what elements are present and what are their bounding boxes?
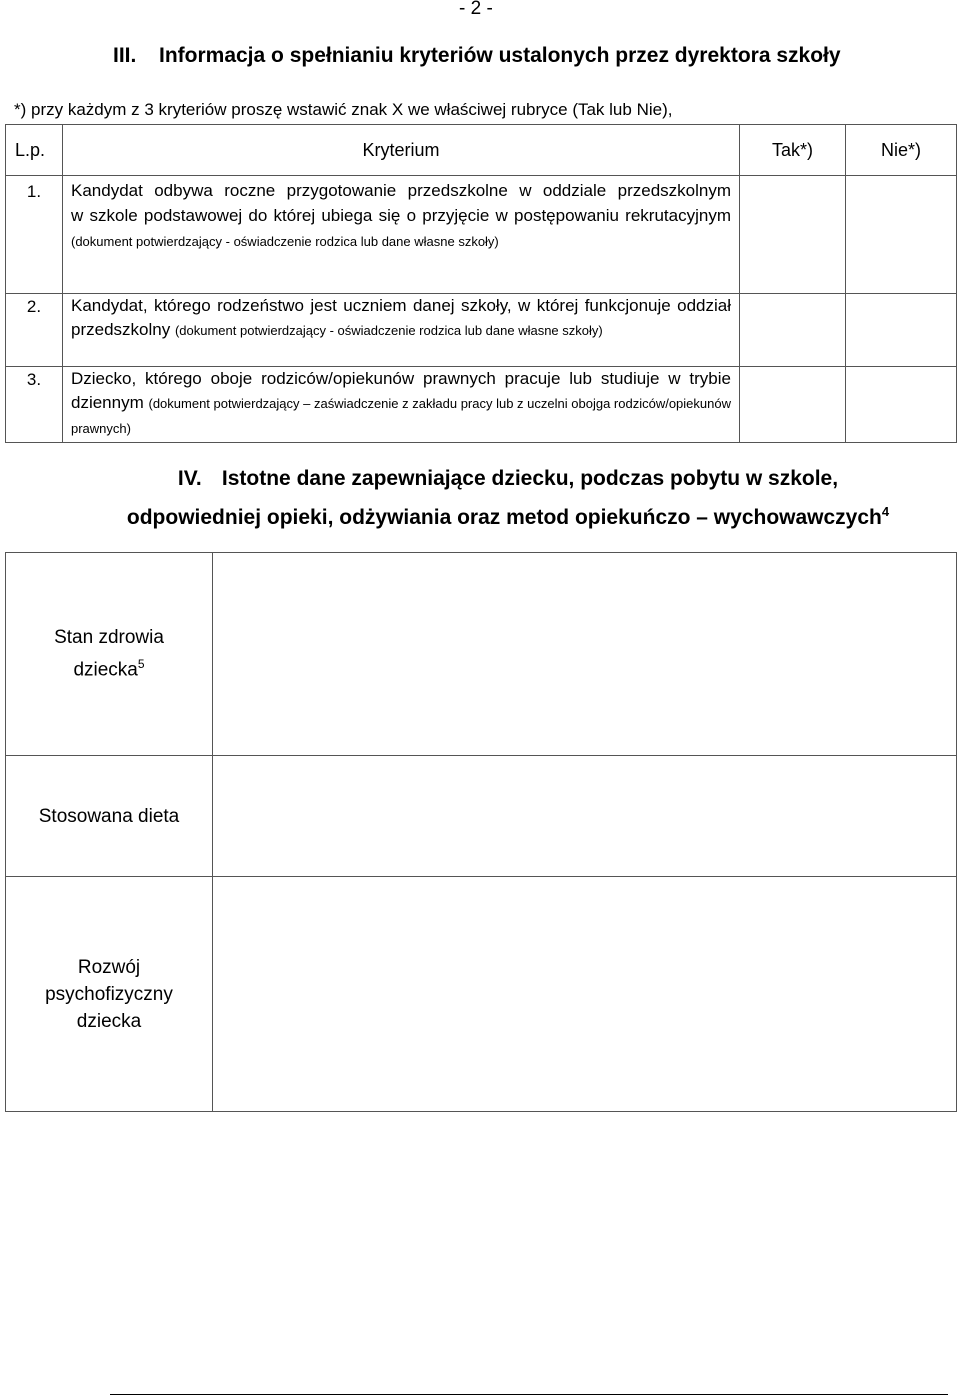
header-lp: L.p. <box>6 125 63 176</box>
instruction-text: *) przy każdym z 3 kryteriów proszę wstawić znak X we właściwej rubryce (Tak lub Nie), <box>14 100 673 119</box>
table-row <box>6 553 957 756</box>
header-yes: Tak*) <box>740 125 846 176</box>
footnote-ref: 5 <box>137 657 145 672</box>
health-status-label: Stan zdrowia dziecka$^5$ <box>6 553 213 756</box>
section-title: Informacja o spełnianiu kryteriów ustalonych przez dyrektora szkoły <box>159 44 841 67</box>
development-field[interactable] <box>213 877 957 1112</box>
table-row <box>6 877 957 1112</box>
section-iv-heading <box>0 462 960 534</box>
table-row <box>6 756 957 877</box>
section-title-line1: Istotne dane zapewniające dziecku, podczas pobytu w szkole, <box>221 467 839 490</box>
table-row <box>6 367 957 443</box>
criterion-cell <box>63 176 883 294</box>
criterion-cell <box>63 367 740 443</box>
footnote-separator <box>110 1394 948 1395</box>
section-iii-heading <box>113 44 841 68</box>
criterion-note: (dokument potwierdzający – zaświadczenie z zakładu pracy lub z uczelni obojga rodziców/opiekunów prawnych) <box>71 396 731 436</box>
header-no: Nie*) <box>846 125 957 176</box>
health-info-table <box>5 552 957 1112</box>
yes-checkbox-cell[interactable] <box>740 294 846 367</box>
criterion-cell <box>63 294 740 367</box>
row-number: 1. <box>6 176 63 294</box>
section-number: III. <box>113 44 137 67</box>
section-number: IV. <box>177 467 202 490</box>
diet-label: Stosowana dieta <box>6 756 213 877</box>
table-row <box>6 294 957 367</box>
development-label: Rozwój psychofizyczny dziecka <box>6 877 213 1112</box>
no-checkbox-cell[interactable] <box>846 294 957 367</box>
criterion-text: Kandydat, którego rodzeństwo jest uczniem danej szkoły, w której funkcjonuje oddział przedszkolny <box>71 296 731 339</box>
row-number: 2. <box>6 294 63 367</box>
section-title-line2: odpowiedniej opieki, odżywiania oraz metod opiekuńczo – wychowawczych <box>126 506 882 529</box>
diet-field[interactable] <box>213 756 957 877</box>
criterion-text: Dziecko, którego oboje rodziców/opiekunów prawnych pracuje lub studiuje w trybie dziennym <box>71 369 731 412</box>
header-criterion: Kryterium <box>63 125 740 176</box>
health-status-field[interactable] <box>213 553 957 756</box>
criteria-header-row <box>6 125 957 176</box>
criterion-note: (dokument potwierdzający - oświadczenie rodzica lub dane własne szkoły) <box>71 234 499 249</box>
no-checkbox-cell[interactable] <box>846 367 957 443</box>
row-number: 3. <box>6 367 63 443</box>
footnote-ref: 4 <box>881 504 890 519</box>
criterion-note: (dokument potwierdzający - oświadczenie rodzica lub dane własne szkoły) <box>174 323 603 338</box>
criterion-text: Kandydat odbywa roczne przygotowanie przedszkolne w oddziale przedszkolnym w szkole podstawowej do której ubiega się o przyjęcie w postępowaniu rekrutacyjnym <box>71 181 883 225</box>
criteria-table <box>5 124 957 443</box>
yes-checkbox-cell[interactable] <box>740 367 846 443</box>
table-row <box>6 176 957 294</box>
